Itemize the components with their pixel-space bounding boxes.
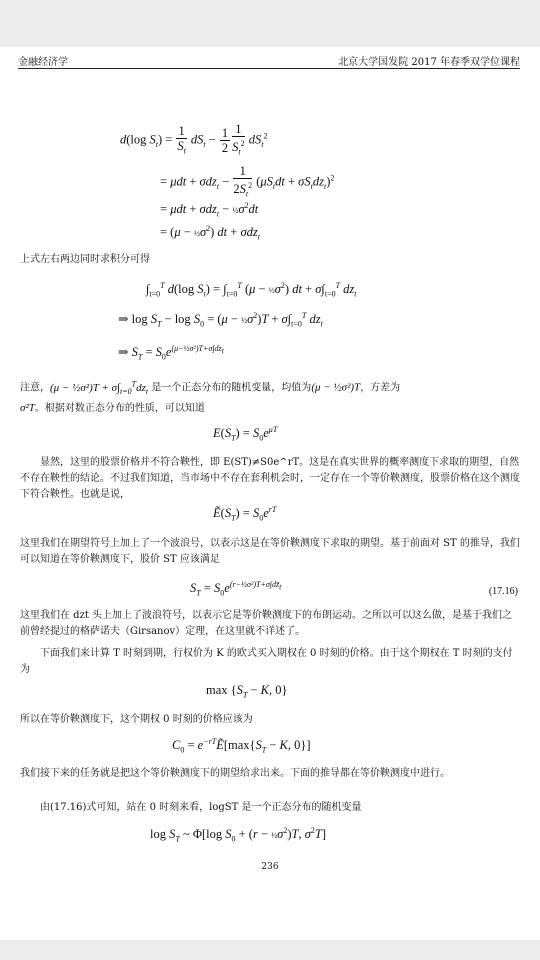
equation-dlogS-line2: = μdt + σdz$_t$ − $\frac{1}{2S_t^2}$ $(\mu S_tdt + \sigma S_tdz_t)^2$ xyxy=(160,164,335,199)
equation-integral-line1: $\int_{t=0}^T$ d(log $S_t) = \int_{t=0}^T$ $(\mu - \frac{1}{2}\sigma^2)$ dt + $\sigma\int_{t=0}^T$ $dz_t$ xyxy=(146,281,357,299)
equation-dlogS-line1: d(log $S_t$) = $\frac{1}{S_t}$ $dS_t$ − $\frac{1}{2}$ $\frac{1}{S_t^2}$ $dS_t^2$ xyxy=(120,122,268,157)
paragraph: 这里我们在 dzt 头上加上了波浪符号，以表示它是等价鞅测度下的布朗运动。之所以可以这么做，是基于我们之前曾经提过的格萨诺夫（Girsanov）定理，在这里就不详述了。 xyxy=(20,610,513,637)
equation-option-price: $C_0$ = $e^{-rT}Ẽ[\max\{S_T - K$, 0}] xyxy=(172,737,311,755)
running-header xyxy=(18,52,520,69)
equation-dlogS-line3: = $\mu dt + \sigma dz_t - \frac{1}{2}\sigma^2dt$ xyxy=(160,201,259,219)
bottom-bar xyxy=(0,940,540,960)
equation-17-16: $S_T = S_0e^{(r-\frac{1}{2}\sigma^2)T+\sigma\int dz̃_t}$ xyxy=(190,580,282,598)
equation-distribution: $\log S_T$ ~ Φ[log $S_0 + (r$ − $\frac{1}{2}\sigma^2)T$, $\sigma^2T$] xyxy=(150,826,326,844)
paragraph: 由(17.16)式可知，站在 0 时刻来看，logST 是一个正态分布的随机变量 xyxy=(40,802,362,813)
paragraph: 所以在等价鞅测度下，这个期权 0 时刻的价格应该为 xyxy=(20,714,253,725)
equation-payoff: $\max \{S_T - K$, 0} xyxy=(206,683,288,700)
paragraph: 上式左右两边同时求积分可得 xyxy=(20,254,150,265)
paragraph: 这里我们在期望符号上加上了一个波浪号，以表示这是在等价鞅测度下求取的期望。基于前面对 ST 的推导，我们可以知道在等价鞅测度下，股价 ST 应该满足 xyxy=(20,538,520,565)
header-right: 北京大学国发院 2017 年春季双学位课程 xyxy=(338,57,520,68)
equation-expectation: $E(S_T) = S_0e^{\mu T}$ xyxy=(213,425,278,443)
paragraph: 我们接下来的任务就是把这个等价鞅测度下的期望给求出来。下面的推导都在等价鞅测度中进行。 xyxy=(20,768,450,779)
top-bar xyxy=(0,0,540,47)
equation-integral-line2: ⇒ $\log S_T - \log S_0 = (\mu$ − $\frac{1}{2}\sigma^2)T + \sigma\int_{t=0}^T$ $dz_t$ xyxy=(118,311,323,329)
equation-dlogS-line4: = $(\mu - \frac{1}{2}\sigma^2)$ dt + σdz$_t$ xyxy=(160,224,260,242)
header-left: 金融经济学 xyxy=(18,57,68,68)
equation-number: (17.16) xyxy=(488,586,518,597)
page-number: 236 xyxy=(261,862,279,872)
equation-integral-line3: ⇒ $S_T = S_0e^{(\mu-\frac{1}{2}\sigma^2)T+\sigma\int dz_t}$ xyxy=(118,344,224,362)
paragraph-note: 注意，(μ − ½σ²)T + $\sigma\int_{t=0}^Tdz_t$ 是一个正态分布的随机变量，均值为(μ − ½σ²)T，方差为 σ²T。根据对数正态分布的性质，可以知道 xyxy=(20,379,401,414)
paragraph: 下面我们来计算 T 时刻到期，行权价为 K 的欧式买入期权在 0 时刻的价格。由于这个期权在 T 时刻的支付为 xyxy=(20,648,513,675)
paragraph: 显然，这里的股票价格并不符合鞅性，即 E(ST)≠S0e^rT。这是在真实世界的概率测度下求取的期望，自然不存在鞅性的结论。不过我们知道，当市场中不存在套利机会时，一定存在一个等价鞅测度，股票价格在这个测度下符合鞅性。也就是说， xyxy=(20,457,520,500)
equation-martingale-expectation: $Ẽ(S_T) = S_0e^{rT}$ xyxy=(213,505,277,523)
